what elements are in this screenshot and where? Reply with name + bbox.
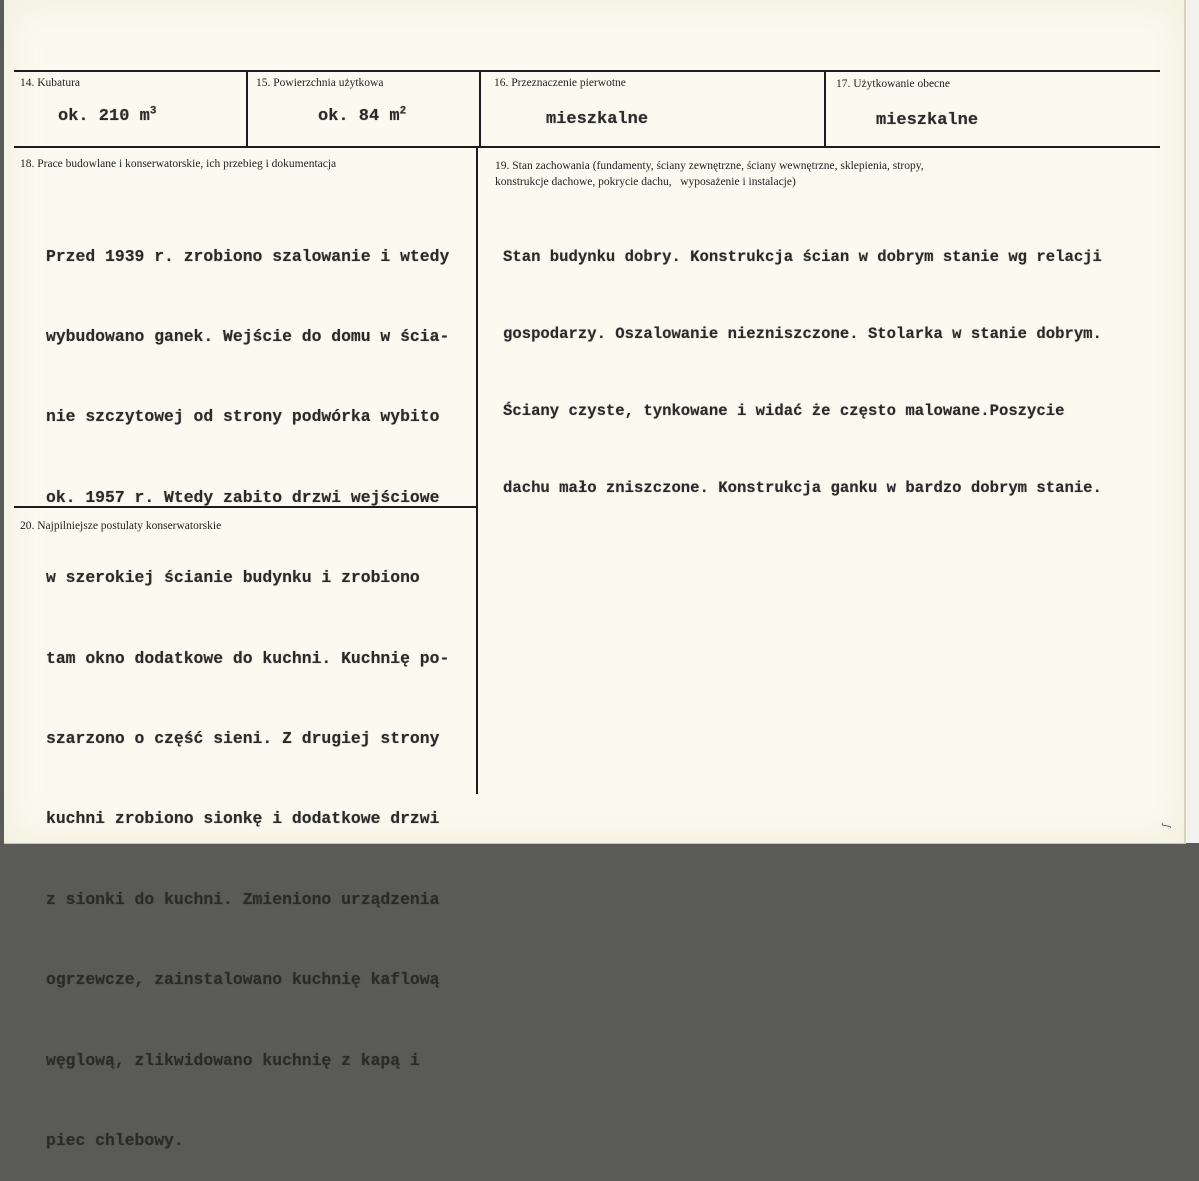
field-18-line: ogrzewcze, zainstalowano kuchnię kaflową	[46, 970, 440, 990]
field-20-label: 20. Najpilniejsze postulaty konserwatorskie	[20, 520, 222, 532]
field-18-line: szarzono o część sieni. Z drugiej strony	[46, 728, 440, 748]
field-18-text	[46, 190, 449, 1181]
field-18-line: z sionki do kuchni. Zmieniono urządzenia	[46, 889, 440, 909]
field-19-line: Ściany czyste, tynkowane i widać że często malowane.Poszycie	[503, 401, 1065, 420]
field-19-line: dachu mało zniszczone. Konstrukcja ganku w bardzo dobrym stanie.	[503, 478, 1102, 497]
field-18-line: w szerokiej ścianie budynku i zrobiono	[46, 568, 420, 588]
field-16-label: 16. Przeznaczenie pierwotne	[494, 77, 626, 89]
divider-16-17	[824, 71, 826, 147]
field-18-line: węglową, zlikwidowano kuchnię z kapą i	[46, 1050, 420, 1070]
divider-left-right-columns	[476, 147, 478, 794]
field-15-value	[318, 107, 406, 127]
field-16-value: mieszkalne	[546, 110, 649, 129]
field-17-value: mieszkalne	[876, 111, 979, 130]
rule-top	[14, 70, 1160, 72]
field-18-line: wybudowano ganek. Wejście do domu w ścia-	[46, 326, 450, 346]
field-19-line: gospodarzy. Oszalowanie niezniszczone. Stolarka w stanie dobrym.	[503, 324, 1102, 343]
field-17-label: 17. Użytkowanie obecne	[836, 78, 951, 90]
field-19-line: Stan budynku dobry. Konstrukcja ścian w dobrym stanie wg relacji	[503, 248, 1102, 267]
divider-15-16	[479, 71, 481, 147]
field-19-label-line2: konstrukcje dachowe, pokrycie dachu, wyposażenie i instalacje)	[495, 176, 796, 188]
field-19-text	[503, 194, 1102, 527]
field-18-line: piec chlebowy.	[46, 1130, 184, 1150]
rule-row1-bottom	[14, 146, 1160, 148]
field-14-value-text: ok. 210 m	[58, 107, 150, 126]
field-15-value-exponent: 2	[399, 105, 407, 118]
corner-scan-mark: ʃ	[1160, 822, 1173, 829]
field-18-line: tam okno dodatkowe do kuchni. Kuchnię po-	[46, 648, 450, 668]
field-15-value-text: ok. 84 m	[318, 107, 400, 126]
field-19-label-line1: 19. Stan zachowania (fundamenty, ściany zewnętrzne, ściany wewnętrzne, sklepienia, stropy,	[495, 160, 924, 172]
field-15-label: 15. Powierzchnia użytkowa	[256, 77, 384, 89]
field-18-label: 18. Prace budowlane i konserwatorskie, ich przebieg i dokumentacja	[20, 158, 337, 170]
field-14-label: 14. Kubatura	[20, 77, 81, 89]
scan-margin	[1186, 0, 1199, 843]
field-18-line: ok. 1957 r. Wtedy zabito drzwi wejściowe	[46, 487, 440, 507]
field-18-line: Przed 1939 r. zrobiono szalowanie i wtedy	[46, 246, 450, 266]
field-18-line: kuchni zrobiono sionkę i dodatkowe drzwi	[46, 809, 440, 829]
field-14-value-exponent: 3	[149, 105, 157, 118]
field-14-value	[58, 107, 156, 127]
field-18-line: nie szczytowej od strony podwórka wybito	[46, 407, 440, 427]
divider-14-15	[246, 71, 248, 147]
